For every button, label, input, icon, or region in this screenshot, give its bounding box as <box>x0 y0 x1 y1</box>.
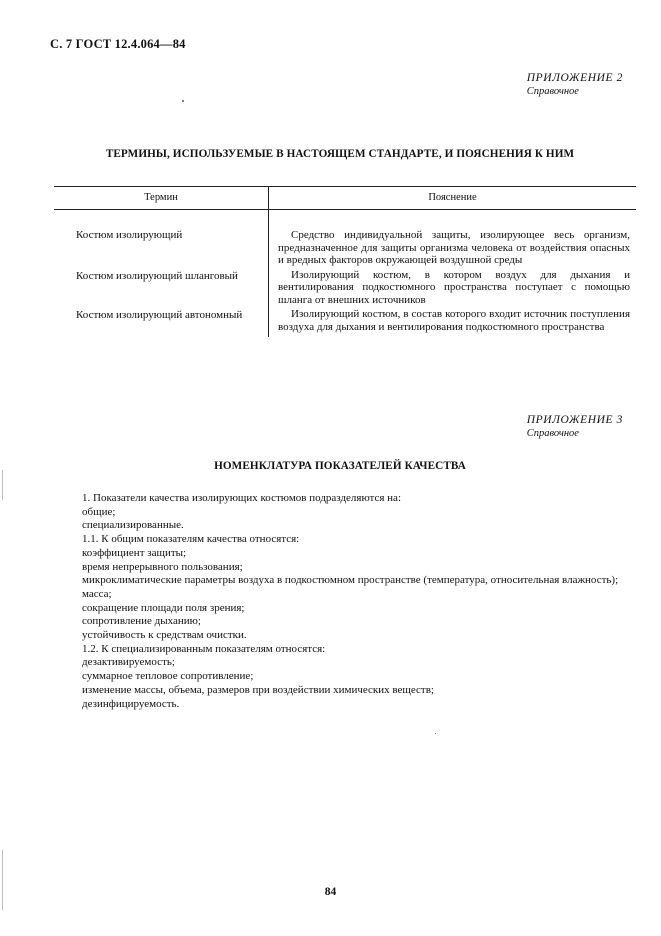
body-line: 1. Показатели качества изолирующих костюмов подразделяются на: <box>82 492 401 504</box>
appendix-2-subtitle: Справочное <box>526 86 579 97</box>
body-line: суммарное тепловое сопротивление; <box>82 670 254 683</box>
scan-speck <box>435 733 436 734</box>
body-line: 1.1. К общим показателям качества относятся: <box>82 533 300 546</box>
term-cell: Костюм изолирующий автономный <box>76 309 243 321</box>
explanation-cell: Средство индивидуальной защиты, изолирующее весь организм, предназначенное для защиты организма человека от воздействия опасных и вредных факторов окружающей воздушной среды <box>269 210 637 267</box>
term-cell: Костюм изолирующий <box>76 229 183 241</box>
section-1-title: ТЕРМИНЫ, ИСПОЛЬЗУЕМЫЕ В НАСТОЯЩЕМ СТАНДАРТЕ, И ПОЯСНЕНИЯ К НИМ <box>105 148 575 160</box>
appendix-3-title: ПРИЛОЖЕНИЕ 3 <box>526 414 623 426</box>
body-line: масса; <box>82 587 112 600</box>
scan-edge-mark <box>2 850 3 910</box>
scan-speck <box>182 100 184 102</box>
body-line: сокращение площади поля зрения; <box>82 601 245 614</box>
appendix-3-subtitle: Справочное <box>526 428 579 439</box>
appendix-2-title: ПРИЛОЖЕНИЕ 2 <box>526 72 623 84</box>
body-line: дезактивируемость; <box>82 656 175 669</box>
quality-indicators-text <box>37 492 630 711</box>
term-cell: Костюм изолирующий шланговый <box>76 269 238 282</box>
table-header-row <box>54 187 636 210</box>
column-header-explanation: Пояснение <box>269 187 637 210</box>
body-line: сопротивление дыханию; <box>82 615 201 628</box>
body-line: время непрерывного пользования; <box>82 560 243 573</box>
appendix-3-label <box>527 414 623 440</box>
body-line: общие; <box>82 505 116 518</box>
page-header: С. 7 ГОСТ 12.4.064—84 <box>50 37 186 51</box>
body-line: коэффициент защиты; <box>82 546 187 559</box>
explanation-cell: Изолирующий костюм, в котором воздух для дыхания и вентилирования подкостюмного пространства поступает с помощью шланга от внешних источников <box>269 267 637 307</box>
page-number: 84 <box>324 886 337 898</box>
table-row <box>54 267 636 307</box>
column-header-term: Термин <box>54 187 269 210</box>
section-2-title: НОМЕНКЛАТУРА ПОКАЗАТЕЛЕЙ КАЧЕСТВА <box>214 460 466 472</box>
body-line: микроклиматические параметры воздуха в подкостюмном пространстве (температура, относительная влажность); <box>82 574 619 587</box>
body-line: изменение массы, объема, размеров при воздействии химических веществ; <box>82 683 434 696</box>
terms-table <box>54 186 636 337</box>
body-line: 1.2. К специализированным показателям относятся: <box>82 642 326 655</box>
body-line: дезинфицируемость. <box>82 697 180 710</box>
body-line: специализированные. <box>82 519 184 532</box>
body-line: устойчивость к средствам очистки. <box>82 629 247 642</box>
table-row <box>54 210 636 267</box>
scan-edge-mark <box>2 470 3 500</box>
explanation-cell: Изолирующий костюм, в состав которого входит источник поступления воздуха для дыхания и вентилирования подкостюмного пространства <box>269 306 637 337</box>
table-row <box>54 306 636 337</box>
appendix-2-label <box>527 72 623 98</box>
